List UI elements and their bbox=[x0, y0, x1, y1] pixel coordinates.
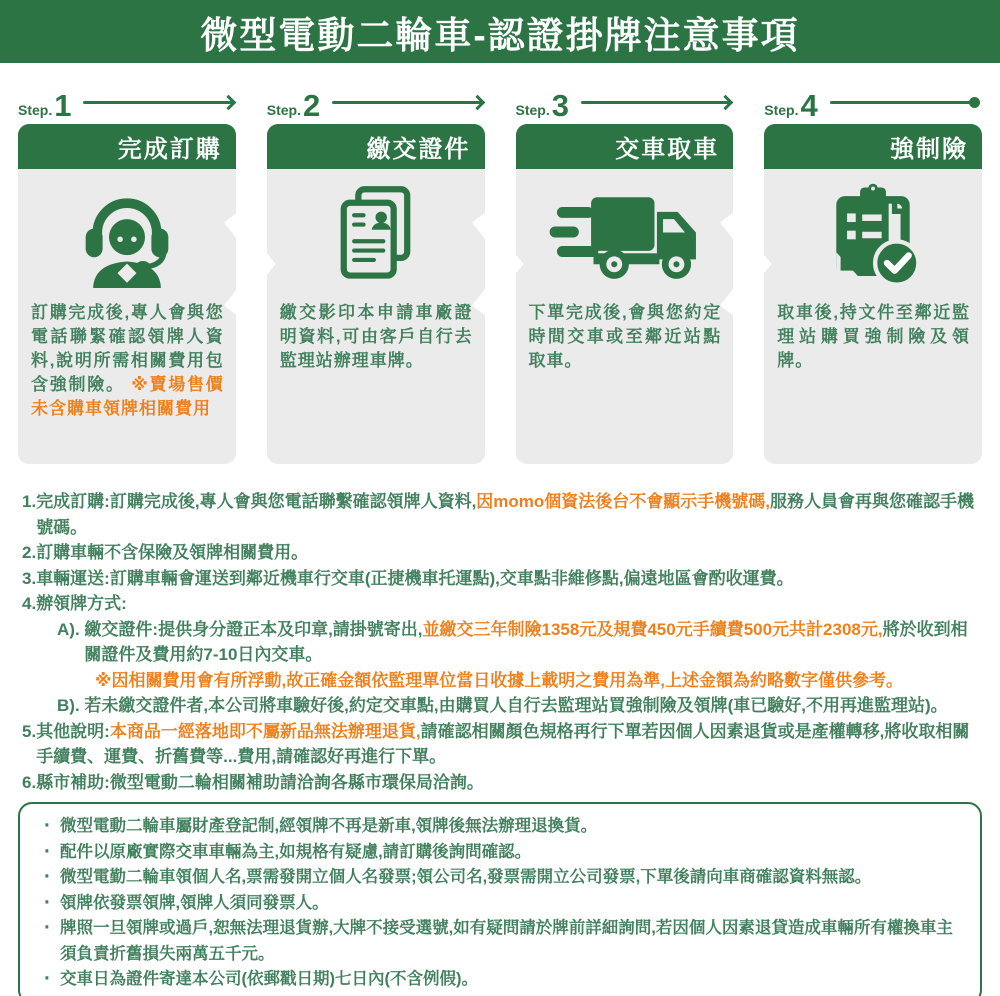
bullet-text: 交車日為證件寄達本公司(依郵戳日期)七日內(不含例假)。 bbox=[60, 970, 478, 988]
note-letter: A). bbox=[57, 619, 80, 639]
support-agent-icon bbox=[18, 169, 236, 301]
note-segment: 車輛運送:訂購車輛會運送到鄰近機車行交車(正捷機車托運點),交車點非維修點,偏遠地區會酌收運費。 bbox=[36, 568, 794, 588]
bullet-item-5 bbox=[44, 916, 958, 967]
bullet-dot: ‧ bbox=[44, 919, 50, 937]
step-card-delivery bbox=[516, 124, 734, 464]
step-number: 4 bbox=[800, 87, 818, 123]
note-item-4 bbox=[22, 591, 982, 617]
page-title: 微型電動二輪車-認證掛牌注意事項 bbox=[200, 14, 800, 56]
note-text bbox=[84, 617, 982, 668]
note-segment: 辦領牌方式: bbox=[36, 594, 127, 613]
note-segment: 服務人員會再與您確認手機號碼。 bbox=[36, 492, 975, 537]
bullet-item-2 bbox=[44, 840, 958, 866]
step-card-order bbox=[18, 124, 236, 464]
step-word: Step. bbox=[515, 101, 550, 118]
card-title-bar bbox=[516, 124, 734, 169]
step-label-1 bbox=[18, 87, 236, 123]
note-segment-highlight: 並繳交三年制險1358元及規費450元手續費500元共計2308元, bbox=[422, 619, 883, 639]
card-title-bar bbox=[764, 124, 982, 169]
card-text-main: 取車後,持文件至鄰近監理站購買強制險及領牌。 bbox=[777, 303, 970, 370]
card-description bbox=[516, 301, 734, 373]
note-segment: 若未繳交證件者,本公司將車驗好後,約定交車點,由購買人自行去監理站買強制險及領牌(車已驗好,不用再進監理站)。 bbox=[84, 696, 948, 715]
note-number: 4. bbox=[22, 594, 37, 613]
bullet-item-1 bbox=[44, 814, 958, 840]
bullet-text: 微型電動二輪車屬財產登記制,經領牌不再是新車,領牌後無法辦理退換貨。 bbox=[60, 817, 598, 835]
note-segment: 訂購車輛不含保險及領牌相關費用。 bbox=[36, 543, 309, 562]
bullet-text: 領牌依發票領牌,領牌人須同發票人。 bbox=[60, 893, 329, 912]
steps-section bbox=[0, 63, 1000, 464]
note-text bbox=[36, 719, 982, 770]
card-text-main: 訂購完成後,專人會與您電話聯緊確認領牌人資料,說明所需相關費用包含強制險。 bbox=[31, 303, 224, 394]
truck-icon bbox=[516, 169, 734, 301]
step-word: Step. bbox=[764, 101, 799, 118]
note-item-5 bbox=[22, 719, 982, 770]
note-item-3 bbox=[22, 566, 982, 592]
step-card-documents bbox=[267, 124, 485, 464]
note-segment: 將於收到相關證件及費用約7-10日內交車。 bbox=[84, 619, 968, 664]
bullet-item-4 bbox=[44, 891, 958, 917]
card-title-bar bbox=[18, 124, 236, 169]
note-item-1 bbox=[22, 489, 982, 540]
note-segment-highlight: ※因相關費用會有所浮動,故正確金額依監理單位當日收據上載明之費用為準,上述金額為約略數字僅供參考。 bbox=[95, 670, 903, 690]
note-segment-highlight: 本商品一經落地即不屬新品無法辦理退貨, bbox=[109, 721, 421, 741]
notes-section bbox=[22, 489, 982, 795]
clipboard-check-icon bbox=[764, 169, 982, 301]
bullet-text: 牌照一旦領牌或過戶,恕無法理退貨辦,大牌不接受選號,如有疑問請於牌前詳細詢問,若因個人因素退貸造成車輛所有權換車主須負責折舊損失兩萬五千元。 bbox=[60, 919, 953, 963]
card-text-main: 繳交影印本申請車廠證明資料,可由客戶自行去監理站辦理車牌。 bbox=[279, 303, 473, 370]
chevron-arrow-icon bbox=[470, 208, 526, 320]
bullet-item-3 bbox=[44, 865, 958, 891]
note-letter: B). bbox=[57, 696, 80, 715]
note-segment: 請確認相關顏色規格再行下單若因個人因素退貨或是產權轉移,將收取相關手續費、運費、折舊費等...費用,請確認好再進行下單。 bbox=[36, 721, 970, 766]
card-title: 強制險 bbox=[890, 136, 968, 163]
bullet-text: 微型電勤二輪車領個人名,票需發開立個人名發票;領公司名,發票需開立公司發票,下單後請向車商確認資料無認。 bbox=[60, 868, 872, 886]
note-segment: 縣市補助:微型電動二輪相關補助請洽詢各縣市環保局洽詢。 bbox=[36, 772, 484, 792]
card-text-main: 下單完成後,會與您約定時間交車或至鄰近站點取車。 bbox=[528, 303, 722, 370]
step-labels-row bbox=[18, 87, 982, 123]
note-item-2 bbox=[22, 540, 982, 566]
bullet-dot: ‧ bbox=[44, 893, 50, 912]
bullet-dot: ‧ bbox=[44, 842, 50, 861]
card-title: 完成訂購 bbox=[117, 136, 222, 163]
step-label-3 bbox=[515, 87, 734, 123]
step-number: 3 bbox=[551, 87, 569, 123]
note-number: 6. bbox=[22, 772, 37, 792]
step-number: 2 bbox=[302, 87, 321, 123]
card-description bbox=[267, 301, 485, 373]
note-text bbox=[36, 489, 982, 540]
note-segment: 繳交證件:提供身分證正本及印章,請掛號寄出, bbox=[84, 619, 423, 639]
step-cards-row bbox=[18, 124, 982, 464]
step-label-2 bbox=[266, 87, 485, 123]
note-text bbox=[84, 693, 982, 719]
note-text bbox=[36, 566, 982, 592]
note-text bbox=[36, 540, 982, 566]
note-number: 1. bbox=[22, 492, 37, 511]
card-title: 交車取車 bbox=[615, 136, 720, 163]
footer-notice-box bbox=[18, 802, 982, 996]
note-item-6 bbox=[22, 770, 982, 796]
card-title: 繳交證件 bbox=[366, 136, 471, 163]
card-title-bar bbox=[267, 124, 485, 169]
step-card-insurance bbox=[764, 124, 982, 464]
step-word: Step. bbox=[266, 101, 301, 118]
step-word: Step. bbox=[18, 101, 53, 118]
note-subitem-b bbox=[57, 693, 982, 719]
step-arrow-icon bbox=[332, 97, 482, 108]
bullet-dot: ‧ bbox=[44, 817, 50, 835]
note-segment: 其他說明: bbox=[36, 721, 110, 741]
bullet-dot: ‧ bbox=[44, 868, 50, 886]
page-header bbox=[0, 0, 1000, 63]
card-text-note: ※賣場售價未含購車領牌相關費用 bbox=[31, 375, 224, 418]
card-description bbox=[18, 301, 236, 421]
note-subitem-a bbox=[57, 617, 982, 668]
documents-icon bbox=[267, 169, 485, 301]
note-number: 2. bbox=[22, 543, 37, 562]
note-segment-highlight: 因momo個資法後台不會顯示手機號碼, bbox=[476, 492, 771, 511]
chevron-arrow-icon bbox=[718, 208, 774, 320]
step-label-4 bbox=[764, 87, 982, 123]
chevron-arrow-icon bbox=[222, 208, 278, 320]
note-number: 3. bbox=[22, 568, 37, 588]
step-arrow-icon bbox=[581, 97, 731, 108]
bullet-item-6 bbox=[44, 967, 958, 993]
step-arrow-icon bbox=[83, 97, 233, 108]
note-text bbox=[36, 770, 982, 796]
note-text bbox=[36, 591, 982, 617]
note-segment: 完成訂購:訂購完成後,專人會與您電話聯繫確認領牌人資料, bbox=[36, 492, 477, 511]
bullet-text: 配件以原廠實際交車車輛為主,如規格有疑慮,請訂購後詢問確認。 bbox=[60, 842, 532, 861]
bullet-dot: ‧ bbox=[44, 970, 50, 988]
card-description bbox=[764, 301, 982, 373]
step-line-dot-icon bbox=[830, 97, 980, 108]
note-number: 5. bbox=[22, 721, 37, 741]
step-number: 1 bbox=[54, 87, 72, 123]
note-subitem-caution bbox=[95, 668, 982, 694]
